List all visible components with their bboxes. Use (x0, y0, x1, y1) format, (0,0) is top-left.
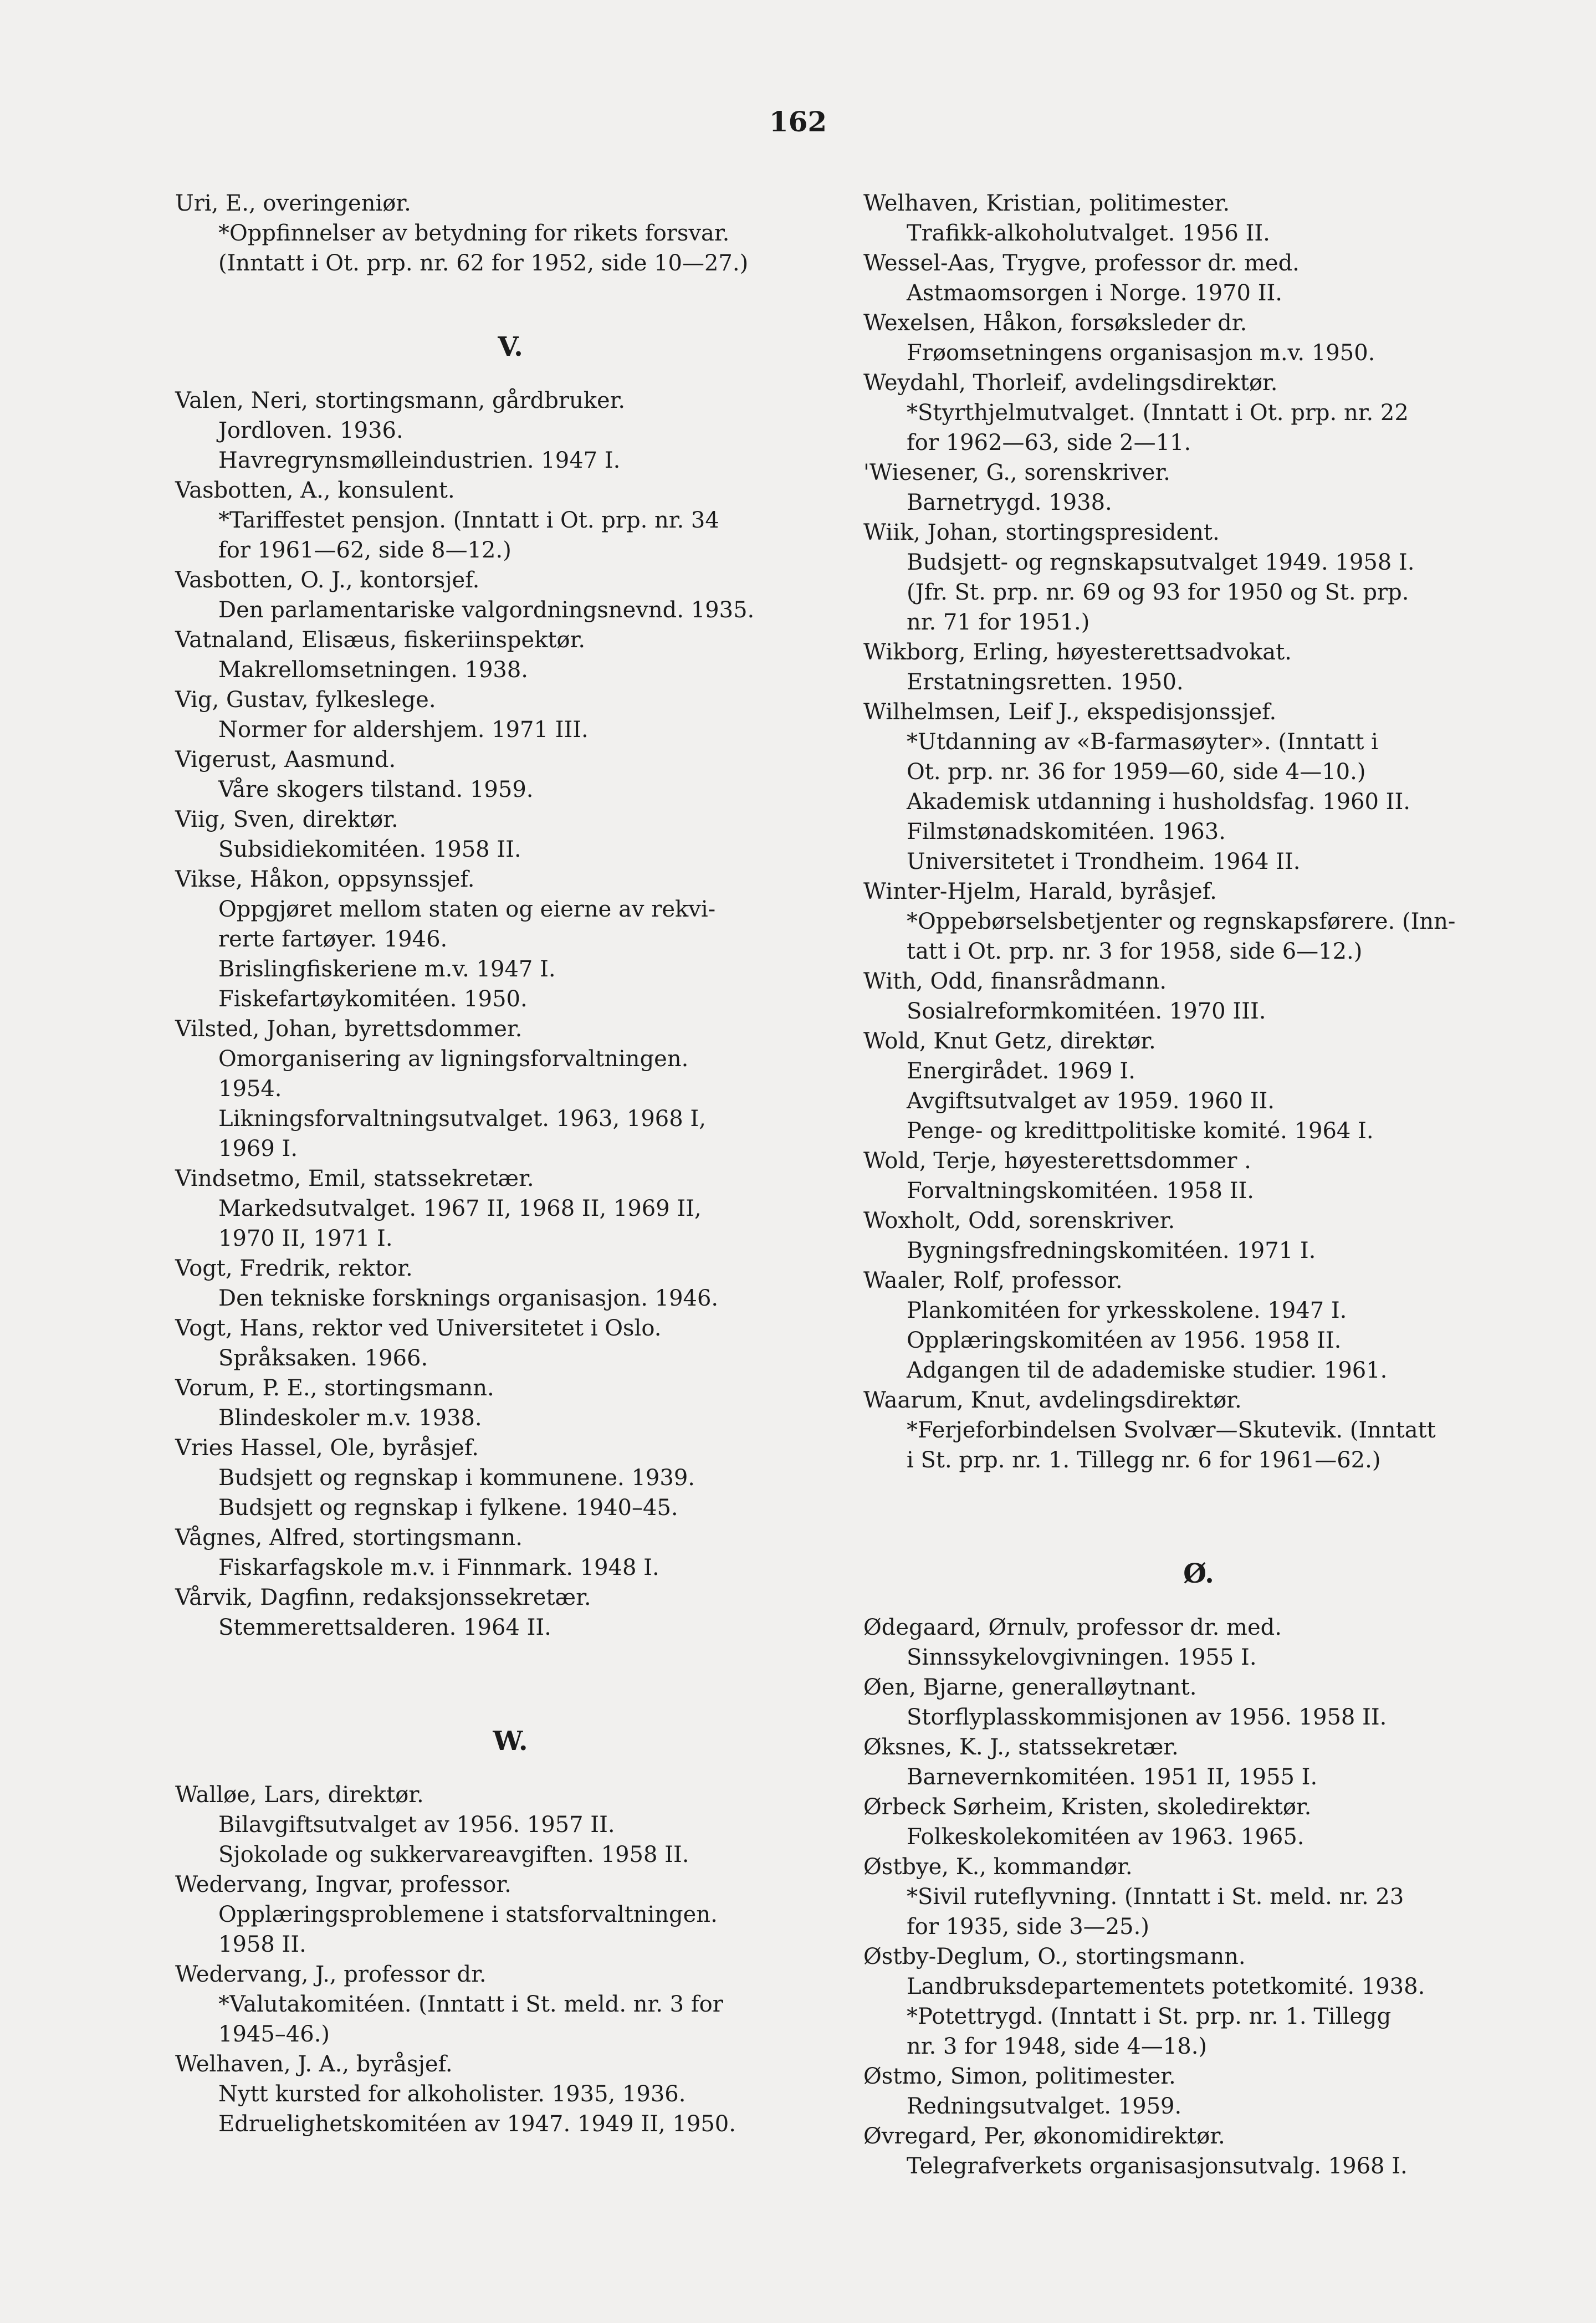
index-reference-line: Budsjett og regnskap i kommunene. 1939. (218, 1465, 695, 1491)
index-reference-line: Budsjett- og regnskapsutvalget 1949. 1958 I. (907, 550, 1415, 575)
index-name-line: Østmo, Simon, politimester. (863, 2064, 1176, 2089)
index-name-line: Viig, Sven, direktør. (175, 807, 398, 832)
index-name-line: Wold, Knut Getz, direktør. (863, 1029, 1156, 1054)
index-name-line: Winter-Hjelm, Harald, byråsjef. (863, 879, 1217, 904)
index-name-line: Weydahl, Thorleif, avdelingsdirektør. (863, 370, 1278, 396)
index-reference-line: Frøomsetningens organisasjon m.v. 1950. (907, 340, 1375, 366)
index-reference-line: Oppgjøret mellom staten og eierne av rekvi- (218, 897, 716, 922)
index-name-line: Wexelsen, Håkon, forsøksleder dr. (863, 310, 1247, 336)
index-reference-line: for 1935, side 3—25.) (907, 1914, 1149, 1940)
index-reference-line: Barnetrygd. 1938. (907, 490, 1112, 515)
index-reference-line: 1945–46.) (218, 2022, 330, 2047)
spacer (863, 1475, 1534, 1505)
index-name-line: Vogt, Hans, rektor ved Universitetet i Oslo. (175, 1316, 662, 1341)
index-name-line: Østby-Deglum, O., stortingsmann. (863, 1944, 1246, 1969)
index-name-line: Vindsetmo, Emil, statssekretær. (175, 1166, 534, 1191)
index-name-line: Walløe, Lars, direktør. (175, 1782, 424, 1808)
index-reference-line: Nytt kursted for alkoholister. 1935, 1936. (218, 2081, 686, 2107)
index-reference-line: Våre skogers tilstand. 1959. (218, 777, 534, 802)
index-reference-line: *Sivil ruteflyvning. (Inntatt i St. meld. nr. 23 (907, 1884, 1404, 1910)
spacer (863, 1505, 1534, 1535)
index-name-line: Vasbotten, A., konsulent. (175, 478, 455, 503)
index-name-line: Vorum, P. E., stortingsmann. (175, 1375, 494, 1401)
index-reference-line: (Jfr. St. prp. nr. 69 og 93 for 1950 og St. prp. (907, 580, 1409, 605)
index-name-line: Wold, Terje, høyesterettsdommer . (863, 1148, 1251, 1174)
index-reference-line: Folkeskolekomitéen av 1963. 1965. (907, 1824, 1305, 1850)
index-reference-line: Plankomitéen for yrkesskolene. 1947 I. (907, 1298, 1347, 1323)
index-reference-line: Fiskefartøykomitéen. 1950. (218, 986, 528, 1012)
index-reference-line: Barnevernkomitéen. 1951 II, 1955 I. (907, 1764, 1318, 1790)
index-reference-line: Erstatningsretten. 1950. (907, 669, 1184, 695)
index-name-line: Valen, Neri, stortingsmann, gårdbruker. (175, 388, 626, 413)
index-reference-line: Havregrynsmølleindustrien. 1947 I. (218, 448, 621, 473)
index-name-line: Wiik, Johan, stortingspresident. (863, 520, 1220, 545)
index-reference-line: Penge- og kredittpolitiske komité. 1964 I. (907, 1118, 1374, 1144)
index-name-line: Welhaven, J. A., byråsjef. (175, 2051, 453, 2077)
index-reference-line: tatt i Ot. prp. nr. 3 for 1958, side 6—12.) (907, 939, 1363, 964)
index-reference-line: rerte fartøyer. 1946. (218, 927, 448, 952)
index-name-line: Øen, Bjarne, generalløytnant. (863, 1675, 1197, 1700)
index-reference-line: Edruelighetskomitéen av 1947. 1949 II, 1950. (218, 2111, 736, 2137)
index-name-line: Welhaven, Kristian, politimester. (863, 191, 1230, 216)
index-name-line: Vigerust, Aasmund. (175, 747, 396, 772)
index-reference-line: nr. 3 for 1948, side 4—18.) (907, 2034, 1208, 2059)
index-reference-line: *Valutakomitéen. (Inntatt i St. meld. nr. 3 for (218, 1992, 723, 2017)
index-name-line: Vikse, Håkon, oppsynssjef. (175, 867, 475, 892)
index-reference-line: Redningsutvalget. 1959. (907, 2094, 1182, 2119)
index-reference-line: Forvaltningskomitéen. 1958 II. (907, 1178, 1255, 1204)
index-reference-line: Avgiftsutvalget av 1959. 1960 II. (907, 1088, 1275, 1114)
index-reference-line: *Ferjeforbindelsen Svolvær—Skutevik. (Inntatt (907, 1418, 1436, 1443)
index-reference-line: i St. prp. nr. 1. Tillegg nr. 6 for 1961—62.) (907, 1447, 1381, 1473)
index-reference-line: Opplæringsproblemene i statsforvaltningen. (218, 1902, 718, 1927)
index-reference-line: Bygningsfredningskomitéen. 1971 I. (907, 1238, 1316, 1263)
index-name-line: Vries Hassel, Ole, byråsjef. (175, 1435, 479, 1461)
index-reference-line: 1958 II. (218, 1932, 306, 1957)
index-reference-line: for 1961—62, side 8—12.) (218, 538, 511, 563)
section-letter: Ø. (1183, 1558, 1214, 1589)
index-name-line: Wessel-Aas, Trygve, professor dr. med. (863, 250, 1300, 276)
index-reference-line: Den parlamentariske valgordningsnevnd. 1935. (218, 597, 755, 623)
index-name-line: Vågnes, Alfred, stortingsmann. (175, 1525, 523, 1551)
index-reference-line: Universitetet i Trondheim. 1964 II. (907, 849, 1301, 874)
index-name-line: Vilsted, Johan, byrettsdommer. (175, 1016, 523, 1042)
index-reference-line: Telegrafverkets organisasjonsutvalg. 1968 I. (907, 2153, 1408, 2179)
index-reference-line: Sosialreformkomitéen. 1970 III. (907, 999, 1266, 1024)
index-reference-line: Sinnssykelovgivningen. 1955 I. (907, 1645, 1257, 1670)
index-name-line: 'Wiesener, G., sorenskriver. (863, 460, 1170, 485)
index-reference-line: nr. 71 for 1951.) (907, 610, 1090, 635)
index-name-line: Øvregard, Per, økonomidirektør. (863, 2124, 1225, 2149)
spacer (175, 278, 846, 308)
index-reference-line: Normer for aldershjem. 1971 III. (218, 717, 589, 743)
index-reference-line: Makrellomsetningen. 1938. (218, 657, 529, 683)
index-reference-line: for 1962—63, side 2—11. (907, 430, 1191, 456)
index-reference-line: Fiskarfagskole m.v. i Finnmark. 1948 I. (218, 1555, 659, 1580)
index-reference-line: Filmstønadskomitéen. 1963. (907, 819, 1226, 845)
index-name-line: Vasbotten, O. J., kontorsjef. (175, 567, 480, 593)
index-name-line: Woxholt, Odd, sorenskriver. (863, 1208, 1175, 1234)
index-name-line: Wedervang, J., professor dr. (175, 1962, 487, 1987)
index-reference-line: Landbruksdepartementets potetkomité. 1938. (907, 1974, 1425, 1999)
index-reference-line: Stemmerettsalderen. 1964 II. (218, 1615, 551, 1640)
index-name-line: Wikborg, Erling, høyesterettsadvokat. (863, 639, 1292, 665)
index-reference-line: Blindeskoler m.v. 1938. (218, 1405, 482, 1431)
left-column (175, 188, 846, 2139)
index-name-line: Øksnes, K. J., statssekretær. (863, 1734, 1179, 1760)
index-reference-line: (Inntatt i Ot. prp. nr. 62 for 1952, side 10—27.) (218, 250, 749, 276)
index-reference-line: Subsidiekomitéen. 1958 II. (218, 837, 521, 862)
index-reference-line: Jordloven. 1936. (218, 418, 403, 443)
index-reference-line: 1970 II, 1971 I. (218, 1226, 393, 1251)
index-name-line: Ørbeck Sørheim, Kristen, skoledirektør. (863, 1794, 1312, 1820)
index-reference-line: Adgangen til de adademiske studier. 1961. (907, 1358, 1388, 1383)
index-name-line: Waarum, Knut, avdelingsdirektør. (863, 1388, 1242, 1413)
index-reference-line: Storflyplasskommisjonen av 1956. 1958 II. (907, 1705, 1387, 1730)
index-name-line: Ødegaard, Ørnulv, professor dr. med. (863, 1615, 1282, 1640)
index-reference-line: 1954. (218, 1076, 282, 1102)
index-reference-line: Opplæringskomitéen av 1956. 1958 II. (907, 1328, 1342, 1353)
index-reference-line: Ot. prp. nr. 36 for 1959—60, side 4—10.) (907, 759, 1366, 785)
index-reference-line: Bilavgiftsutvalget av 1956. 1957 II. (218, 1812, 615, 1838)
index-name-line: Wedervang, Ingvar, professor. (175, 1872, 511, 1897)
index-reference-line: Omorganisering av ligningsforvaltningen. (218, 1046, 689, 1072)
index-name-line: Vatnaland, Elisæus, fiskeriinspektør. (175, 627, 586, 653)
index-reference-line: *Utdanning av «B-farmasøyter». (Inntatt i (907, 729, 1378, 755)
index-name-line: With, Odd, finansrådmann. (863, 969, 1167, 994)
index-reference-line: Akademisk utdanning i husholdsfag. 1960 II. (907, 789, 1410, 815)
index-reference-line: *Potettrygd. (Inntatt i St. prp. nr. 1. Tillegg (907, 2004, 1392, 2029)
index-reference-line: *Oppebørselsbetjenter og regnskapsførere. (Inn- (907, 909, 1456, 934)
section-letter: W. (493, 1726, 528, 1757)
index-name-line: Vårvik, Dagfinn, redaksjonssekretær. (175, 1585, 591, 1610)
spacer (175, 1672, 846, 1702)
index-name-line: Vig, Gustav, fylkeslege. (175, 687, 436, 713)
index-reference-line: Astmaomsorgen i Norge. 1970 II. (907, 280, 1283, 306)
index-reference-line: Likningsforvaltningsutvalget. 1963, 1968 I, (218, 1106, 706, 1132)
index-name-line: Vogt, Fredrik, rektor. (175, 1256, 413, 1281)
page-number: 162 (769, 105, 827, 138)
index-reference-line: Den tekniske forsknings organisasjon. 1946. (218, 1286, 719, 1311)
index-name-line: Uri, E., overingeniør. (175, 191, 411, 216)
index-reference-line: Språksaken. 1966. (218, 1345, 428, 1371)
index-reference-line: *Styrthjelmutvalget. (Inntatt i Ot. prp. nr. 22 (907, 400, 1409, 426)
index-name-line: Østbye, K., kommandør. (863, 1854, 1133, 1880)
index-reference-line: *Tariffestet pensjon. (Inntatt i Ot. prp. nr. 34 (218, 508, 719, 533)
index-name-line: Waaler, Rolf, professor. (863, 1268, 1123, 1293)
index-reference-line: Trafikk-alkoholutvalget. 1956 II. (907, 221, 1270, 246)
right-column (863, 188, 1534, 2181)
index-name-line: Wilhelmsen, Leif J., ekspedisjonssjef. (863, 699, 1277, 725)
index-reference-line: 1969 I. (218, 1136, 298, 1162)
section-letter: V. (498, 331, 523, 362)
index-reference-line: Markedsutvalget. 1967 II, 1968 II, 1969 II, (218, 1196, 702, 1221)
index-reference-line: Sjokolade og sukkervareavgiften. 1958 II. (218, 1842, 689, 1867)
index-reference-line: *Oppfinnelser av betydning for rikets forsvar. (218, 221, 730, 246)
index-reference-line: Brislingfiskeriene m.v. 1947 I. (218, 956, 556, 982)
spacer (175, 1643, 846, 1672)
index-reference-line: Energirådet. 1969 I. (907, 1058, 1135, 1084)
index-reference-line: Budsjett og regnskap i fylkene. 1940–45. (218, 1495, 678, 1521)
